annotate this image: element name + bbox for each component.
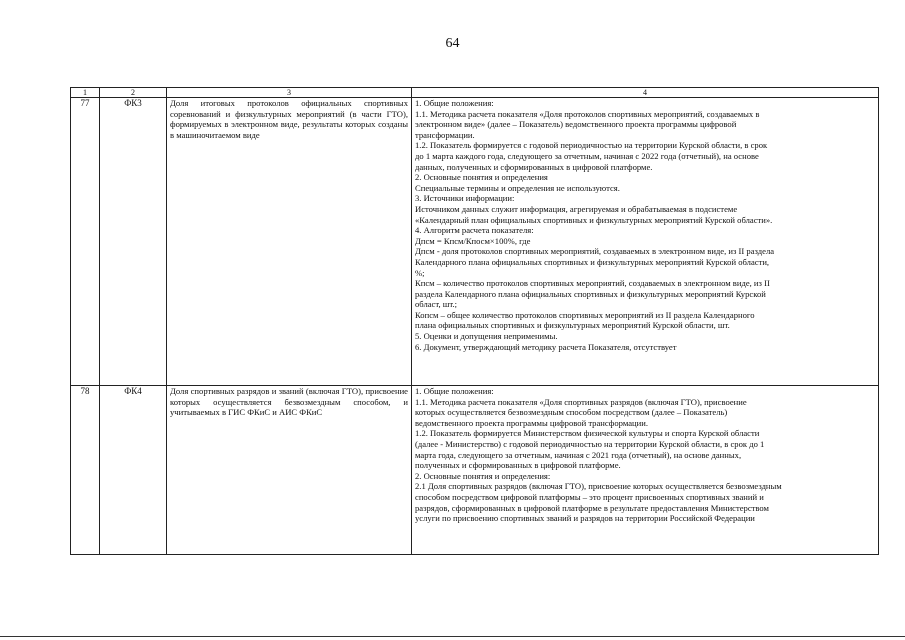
- table-row: [71, 386, 879, 555]
- methodology-line: данных, полученных и сформированных в цифровой платформе.: [415, 161, 653, 172]
- methodology-line: (далее - Министерство) с годовой периодичностью на территории Курской области, в срок до 1: [415, 438, 765, 449]
- header-col-1: 1: [71, 88, 100, 98]
- methodology-line: 5. Оценки и допущения неприменимы.: [415, 331, 558, 342]
- methodology-line: 1. Общие положения:: [415, 98, 494, 108]
- header-col-2: 2: [100, 88, 167, 98]
- methodology-line: Кпсм – количество протоколов спортивных мероприятий, создаваемых в электронном виде, из II: [415, 278, 770, 289]
- methodology-description: [412, 386, 879, 555]
- methodology-line: 1.1. Методика расчета показателя «Доля протоколов спортивных мероприятий, создаваемых в: [415, 108, 760, 119]
- methodology-line: электронном виде» (далее – Показатель) ведомственного проекта программы цифровой: [415, 119, 737, 130]
- methodology-line: трансформации.: [415, 129, 475, 140]
- indicator-code: ФК3: [100, 98, 167, 386]
- methodology-line: «Календарный план официальных спортивных и физкультурных мероприятий Курской области».: [415, 214, 773, 225]
- methodology-line: 1.2. Показатель формируется Министерством физической культуры и спорта Курской области: [415, 428, 760, 439]
- methodology-line: плана официальных спортивных и физкультурных мероприятий Курской области, шт.: [415, 320, 730, 331]
- page-number: 64: [445, 36, 460, 51]
- header-col-4: 4: [412, 88, 879, 98]
- methodology-line: раздела Календарного плана официальных спортивных и физкультурных мероприятий Курской: [415, 288, 766, 299]
- methodology-line: Дпсм - доля протоколов спортивных мероприятий, создаваемых в электронном виде, из II раздела: [415, 246, 775, 257]
- methodology-line: марта года, следующего за отчетным, начиная с 2021 года (отчетный), на основе данных,: [415, 449, 742, 460]
- indicator-name: Доля спортивных разрядов и званий (включая ГТО), присвоение которых осуществляется безвозмездным способом, и учитываемых в ГИС ФКиС и АИС ФКиС: [167, 386, 412, 555]
- methodology-line: ведомственного проекта программы цифровой трансформации.: [415, 417, 648, 428]
- methodology-line: 1.1. Методика расчета показателя «Доля спортивных разрядов (включая ГТО), присвоение: [415, 396, 747, 407]
- methodology-line: которых осуществляется безвозмездным способом посредством (далее – Показатель): [415, 407, 728, 418]
- page-bottom-rule: [0, 636, 905, 637]
- methodology-line: 1.2. Показатель формируется с годовой периодичностью на территории Курской области, в срок: [415, 140, 768, 151]
- methodology-line: 2. Основные понятия и определения:: [415, 470, 551, 481]
- methodology-line: 2. Основные понятия и определения: [415, 172, 548, 183]
- methodology-line: Копсм – общее количество протоколов спортивных мероприятий из II раздела Календарного: [415, 309, 755, 320]
- table-header-row: [71, 88, 879, 98]
- methodology-line: разрядов, сформированных в цифровой платформе в результате предоставления Министерством: [415, 502, 769, 513]
- methodology-description: [412, 98, 879, 386]
- methodology-line: полученных и сформированных в цифровой платформе.: [415, 460, 621, 471]
- row-number: 77: [71, 98, 100, 386]
- indicator-table: [70, 87, 879, 555]
- indicator-name: Доля итоговых протоколов официальных спортивных соревнований и физкультурных мероприятий (в части ГТО), формируемых в электронном виде, результаты которых созданы в машиночитаемом виде: [167, 98, 412, 386]
- methodology-line: Источником данных служит информация, агрегируемая и обрабатываемая в подсистеме: [415, 203, 738, 214]
- methodology-line: 4. Алгоритм расчета показателя:: [415, 225, 534, 236]
- methodology-line: 2.1 Доля спортивных разрядов (включая ГТО), присвоение которых осуществляется безвозмездным: [415, 481, 782, 492]
- methodology-line: област, шт.;: [415, 299, 458, 310]
- methodology-line: Специальные термины и определения не используются.: [415, 182, 620, 193]
- methodology-line: до 1 марта каждого года, следующего за отчетным, начиная с 2022 года (отчетный), на основе: [415, 150, 759, 161]
- methodology-line: услуги по присвоению спортивных званий и разрядов на территории Российской Федерации: [415, 513, 755, 524]
- methodology-line: способом посредством цифровой платформы – это процент присвоенных спортивных званий и: [415, 491, 764, 502]
- table-row: [71, 98, 879, 386]
- methodology-line: Календарного плана официальных спортивных и физкультурных мероприятий Курской области,: [415, 256, 770, 267]
- methodology-line: 1. Общие положения:: [415, 386, 494, 396]
- methodology-line: 6. Документ, утверждающий методику расчета Показателя, отсутствует: [415, 341, 677, 352]
- indicator-code: ФК4: [100, 386, 167, 555]
- methodology-line: 3. Источники информации:: [415, 193, 515, 204]
- header-col-3: 3: [167, 88, 412, 98]
- formula-line: Дпсм = Кпсм/Кпосм×100%, где: [415, 235, 531, 246]
- methodology-line: %;: [415, 267, 425, 278]
- row-number: 78: [71, 386, 100, 555]
